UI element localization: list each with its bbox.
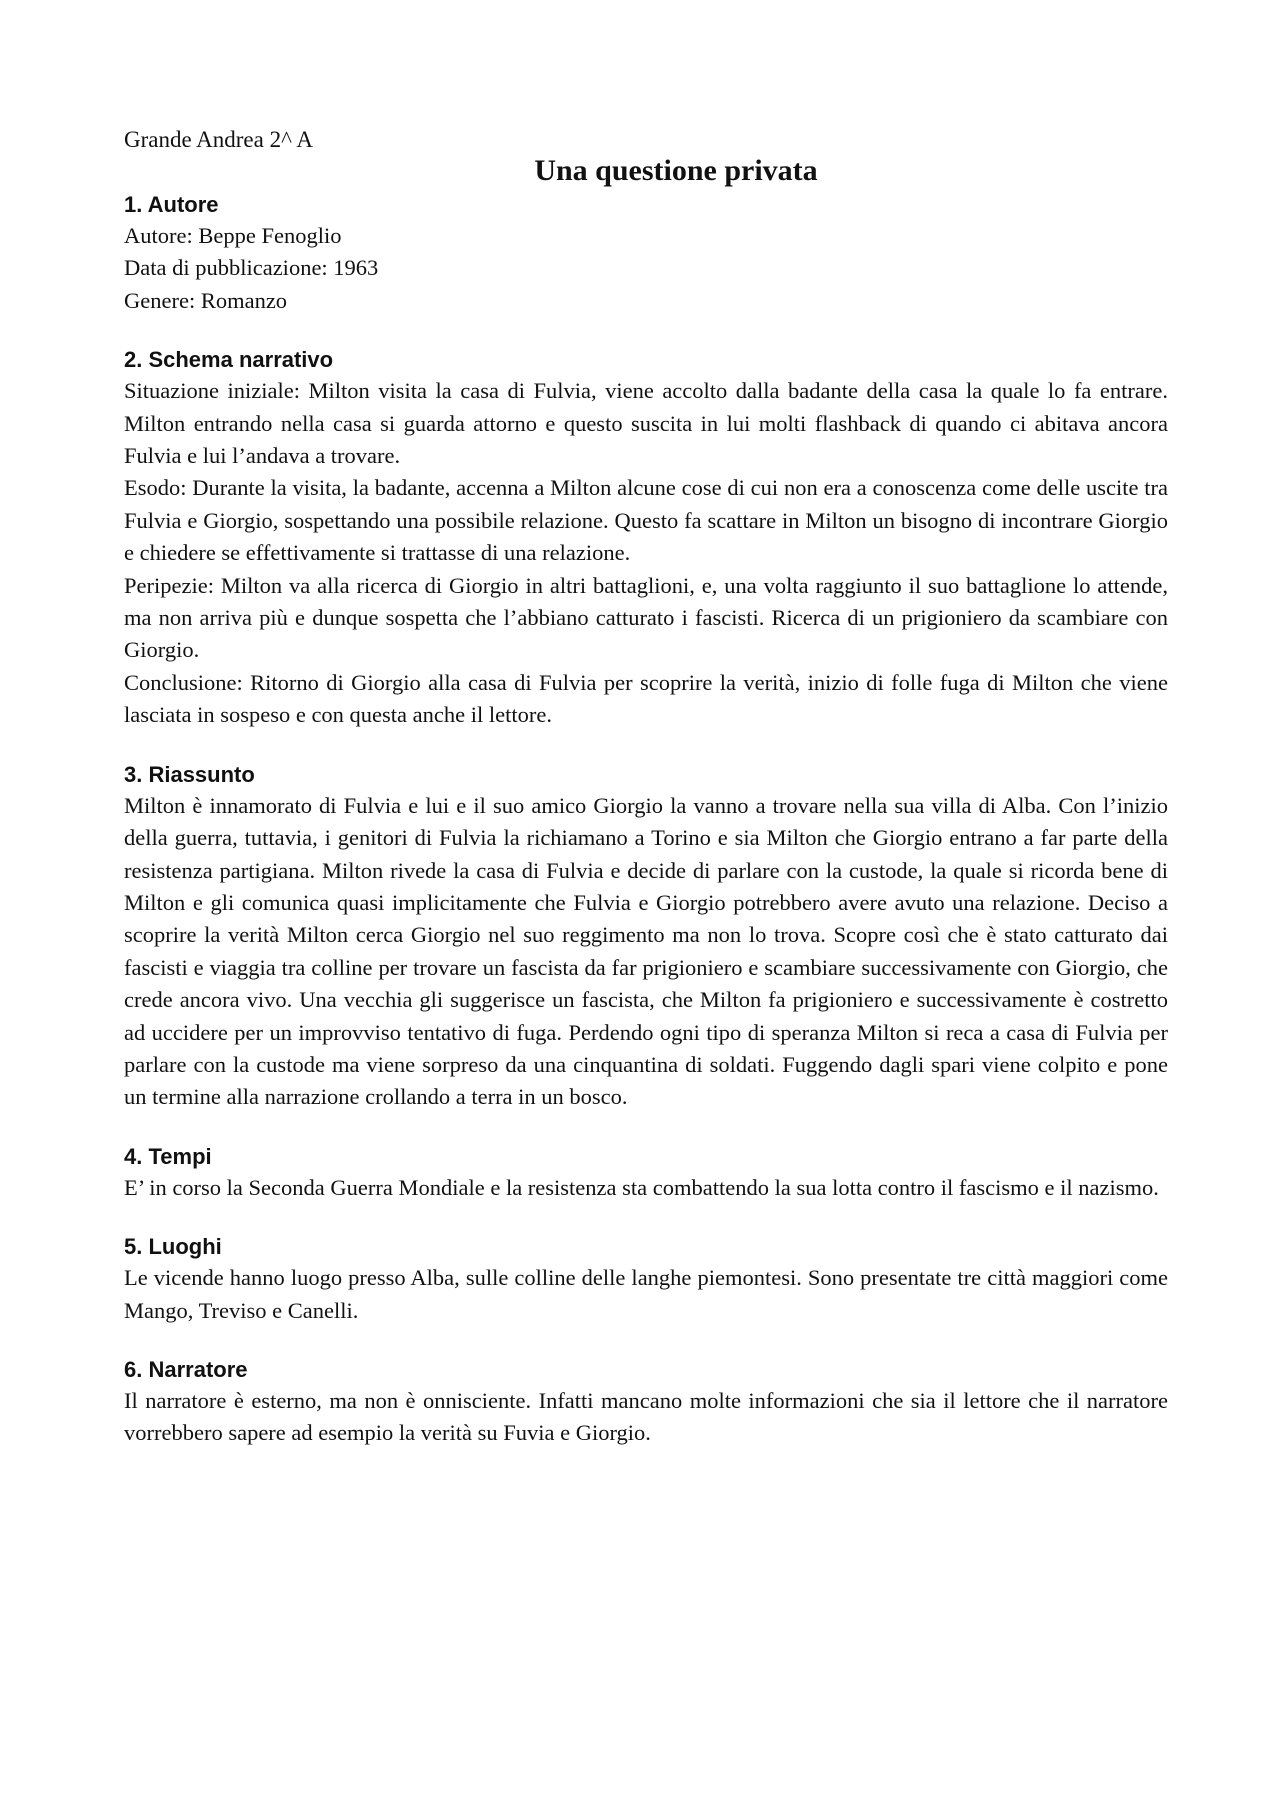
section-tempi bbox=[124, 1142, 1168, 1204]
section-heading: 1. Autore bbox=[124, 192, 219, 217]
section-schema-narrativo bbox=[124, 345, 1168, 731]
section-heading: 5. Luoghi bbox=[124, 1234, 222, 1260]
section-heading: 3. Riassunto bbox=[124, 761, 255, 787]
section-luoghi bbox=[124, 1232, 1168, 1327]
genre-field: Genere: Romanzo bbox=[124, 287, 288, 313]
section-autore bbox=[124, 190, 1168, 317]
paragraph-riassunto: Milton è innamorato di Fulvia e lui e il suo amico Giorgio la vanno a trovare nella sua villa di Alba. Con l’inizio della guerra, tuttavia, i genitori di Fulvia la richiamano a Torino e sia Milton che Giorgio entrano a far parte della resistenza partigiana. Milton rivede la casa di Fulvia e decide di parlare con la custode, la quale si ricorda bene di Milton e gli comunica quasi implicitamente che Fulvia e Giorgio potrebbero avere avuto una relazione. Deciso a scoprire la verità Milton cerca Giorgio nel suo reggimento ma non lo trova. Scopre così che è stato catturato dai fascisti e viaggia tra colline per trovare un fascista da far prigioniero e scambiare successivamente con Giorgio, che crede ancora vivo. Una vecchia gli suggerisce un fascista, che Milton fa prigioniero e successivamente è costretto ad uccidere per un improvviso tentativo di fuga. Perdendo ogni tipo di speranza Milton si reca a casa di Fulvia per parlare con la custode ma viene sorpreso da una cinquantina di soldati. Fuggendo dagli spari viene colpito e pone un termine alla narrazione crollando a terra in un bosco. bbox=[124, 792, 1168, 1110]
document-title: Una questione privata bbox=[534, 154, 818, 187]
paragraph-narratore: Il narratore è esterno, ma non è onnisciente. Infatti mancano molte informazioni che sia il lettore che il narratore vorrebbero sapere ad esempio la verità su Fuvia e Giorgio. bbox=[124, 1387, 1168, 1446]
section-spacer bbox=[124, 1204, 1168, 1232]
section-spacer bbox=[124, 1327, 1168, 1355]
paragraph-peripezie: Peripezie: Milton va alla ricerca di Giorgio in altri battaglioni, e, una volta raggiunto il suo battaglione lo attende, ma non arriva più e dunque sospetta che l’abbiano catturato i fascisti. Ricerca di un prigioniero da scambiare con Giorgio. bbox=[124, 572, 1168, 663]
section-narratore bbox=[124, 1355, 1168, 1450]
section-spacer bbox=[124, 732, 1168, 760]
section-heading: 6. Narratore bbox=[124, 1356, 248, 1382]
student-name: Grande Andrea 2^ A bbox=[124, 127, 313, 152]
section-heading: 2. Schema narrativo bbox=[124, 347, 334, 373]
section-heading: 4. Tempi bbox=[124, 1143, 212, 1169]
paragraph-esodo: Esodo: Durante la visita, la badante, accenna a Milton alcune cose di cui non era a conoscenza come delle uscite tra Fulvia e Giorgio, sospettando una possibile relazione. Questo fa scattare in Milton un bisogno di incontrare Giorgio e chiedere se effettivamente si trattasse di una relazione. bbox=[124, 475, 1168, 566]
paragraph-tempi: E’ in corso la Seconda Guerra Mondiale e la resistenza sta combattendo la sua lotta contro il fascismo e il nazismo. bbox=[124, 1174, 1159, 1200]
section-spacer bbox=[124, 317, 1168, 345]
section-riassunto bbox=[124, 760, 1168, 1114]
paragraph-luoghi: Le vicende hanno luogo presso Alba, sulle colline delle langhe piemontesi. Sono presentate tre città maggiori come Mango, Treviso e Canelli. bbox=[124, 1265, 1168, 1323]
document-body bbox=[124, 124, 1168, 1450]
publication-date-field: Data di pubblicazione: 1963 bbox=[124, 255, 379, 281]
author-field: Autore: Beppe Fenoglio bbox=[124, 223, 342, 248]
paragraph-conclusione: Conclusione: Ritorno di Giorgio alla casa di Fulvia per scoprire la verità, inizio di folle fuga di Milton che viene lasciata in sospeso e con questa anche il lettore. bbox=[124, 669, 1168, 728]
section-spacer bbox=[124, 1114, 1168, 1142]
paragraph-situazione-iniziale: Situazione iniziale: Milton visita la casa di Fulvia, viene accolto dalla badante della casa la quale lo fa entrare. Milton entrando nella casa si guarda attorno e questo suscita in lui molti flashback di quando ci abitava ancora Fulvia e lui l’andava a trovare. bbox=[124, 378, 1168, 469]
